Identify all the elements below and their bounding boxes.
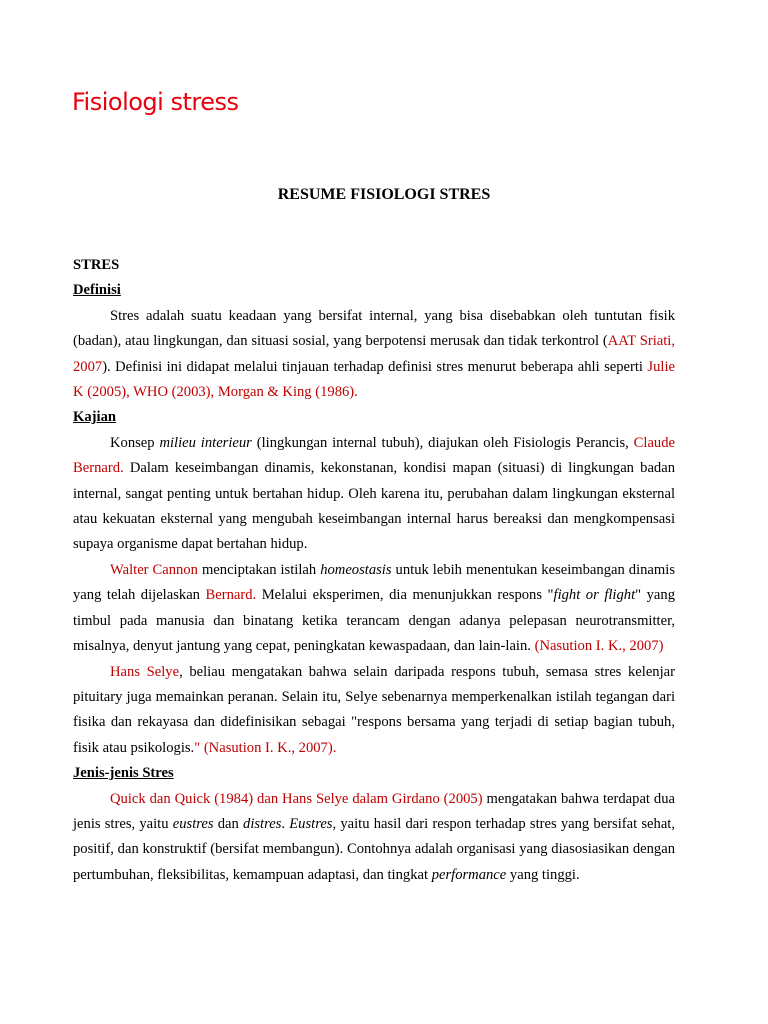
text-run: mengatakan bahwa terdapat dua jenis stres, yaitu (73, 790, 675, 832)
citation: " (Nasution I. K., 2007). (194, 739, 337, 756)
text-run: Melalui eksperimen, dia menunjukkan respons " (256, 587, 554, 604)
document-body (73, 253, 675, 888)
citation: Claude Bernard. (73, 434, 675, 477)
italic-term: homeostasis (320, 561, 392, 578)
citation: (Nasution I. K., 2007) (534, 638, 664, 655)
citation: Walter Cannon (110, 561, 198, 578)
kajian-heading: Kajian (73, 409, 116, 426)
italic-term: milieu interieur (159, 434, 252, 451)
text-run: , yaitu hasil dari respon terhadap stres yang bersifat sehat, positif, dan konstruktif (bersifat membangun). Contohnya adalah organisasi yang diasosiasikan dengan pertumbuhan, fleksibilitas, kemampuan adaptasi, dan tingkat (73, 815, 675, 883)
italic-term: eustres (172, 815, 214, 832)
document-title: Fisiologi stress (72, 88, 239, 116)
text-run: Stres adalah suatu keadaan yang bersifat internal, yang bisa disebabkan oleh tuntutan fisik (badan), atau lingkungan, dan situasi sosial, yang berpotensi merusak dan tidak terkontrol ( (73, 307, 675, 350)
citation: Julie K (2005), WHO (2003), Morgan & King (1986). (73, 358, 675, 401)
resume-title: RESUME FISIOLOGI STRES (277, 186, 491, 203)
text-run: yang tinggi. (506, 866, 580, 883)
text-run: ). Definisi ini didapat melalui tinjauan terhadap definisi stres menurut beberapa ahli seperti (102, 358, 648, 375)
italic-term: distres (243, 815, 282, 832)
text-run: dan (213, 815, 244, 832)
italic-term: fight or flight (553, 587, 636, 604)
definisi-heading: Definisi (73, 282, 121, 299)
italic-term: Eustres (289, 815, 333, 832)
jenis-heading: Jenis-jenis Stres (73, 765, 174, 782)
text-run: . (281, 815, 290, 832)
citation: Quick dan Quick (1984) dan Hans Selye dalam Girdano (2005) (110, 790, 483, 807)
text-run: untuk lebih menentukan keseimbangan dinamis yang telah dijelaskan (73, 561, 675, 604)
text-run: " yang timbul pada manusia dan binatang ketika terancam dengan adanya pelepasan neurotransmitter, misalnya, denyut jantung yang cepat, peningkatan kewaspadaan, dan lain-lain. (73, 587, 676, 655)
italic-term: performance (431, 866, 507, 883)
citation: Hans Selye (110, 663, 180, 680)
definisi-paragraph (73, 304, 675, 406)
citation: AAT Sriati, 2007 (73, 333, 675, 375)
jenis-paragraph (73, 787, 675, 889)
text-run: Dalam keseimbangan dinamis, kekonstanan, kondisi mapan (situasi) di lingkungan badan internal, sangat penting untuk bertahan hidup. Oleh karena itu, perubahan dalam lingkungan eksternal atau kekuatan eksternal yang mengubah keseimbangan internal harus bereaksi dan mengkompensasi supaya organisme dapat bertahan hidup. (73, 460, 675, 553)
citation: Bernard. (205, 587, 257, 604)
kajian-paragraph-1 (73, 431, 675, 558)
text-run: , beliau mengatakan bahwa selain daripada respons tubuh, semasa stres kelenjar pituitary juga memainkan peranan. Selain itu, Selye sebenarnya memperkenalkan istilah tegangan dari fisika dan rekayasa dan didefinisikan sebagai "respons bersama yang terjadi di setiap bagian tubuh, fisik atau psikologis. (73, 663, 675, 756)
kajian-paragraph-2 (73, 558, 675, 660)
kajian-paragraph-3 (73, 660, 675, 762)
text-run: menciptakan istilah (197, 561, 321, 578)
text-run: Konsep (110, 434, 160, 451)
section-heading: STRES (73, 257, 120, 273)
text-run: (lingkungan internal tubuh), diajukan oleh Fisiologis Perancis, (251, 434, 634, 451)
